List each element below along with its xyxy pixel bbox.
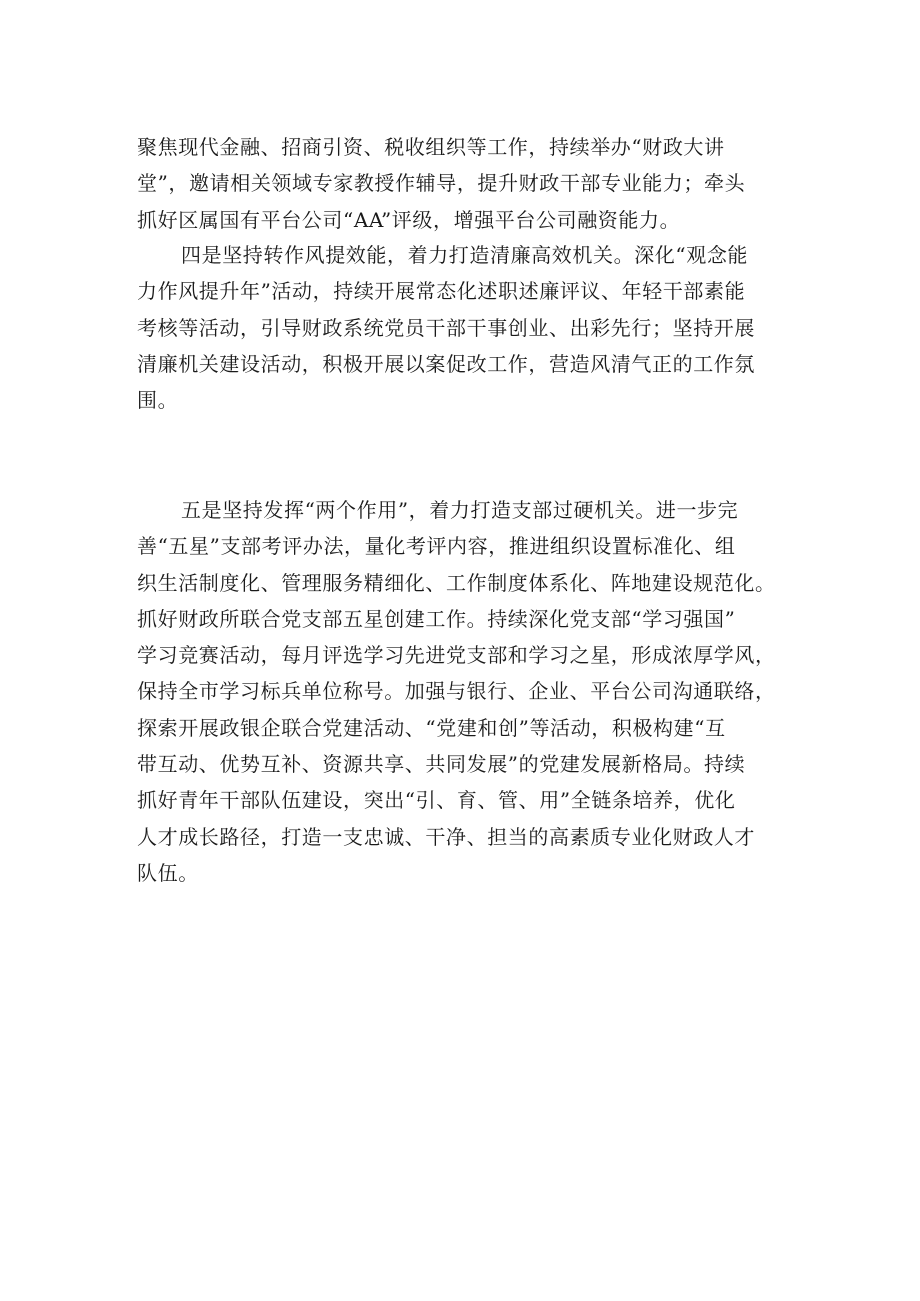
- text-line: 五是坚持发挥“两个作用”，着力打造支部过硬机关。进一步完: [181, 498, 739, 522]
- text-line: 保持全市学习标兵单位称号。加强与银行、企业、平台公司沟通联络，: [137, 679, 776, 704]
- text-line: 探索开展政银企联合党建活动、“党建和创”等活动，积极构建“互: [137, 715, 726, 740]
- paragraph-2: [137, 237, 791, 418]
- text-line: 聚焦现代金融、招商引资、税收组织等工作，持续举办“财政大讲: [137, 135, 725, 159]
- paragraph-3: [137, 492, 791, 891]
- text-line: 围。: [137, 388, 179, 413]
- paragraph-1: [137, 129, 791, 238]
- text-line: 抓好财政所联合党支部五星创建工作。持续深化党支部“学习强国”: [137, 606, 736, 631]
- text-line: 堂”，邀请相关领域专家教授作辅导，提升财政干部专业能力；牵头: [137, 171, 746, 196]
- text-line: 学习竞赛活动，每月评选学习先进党支部和学习之星，形成浓厚学风，: [137, 643, 776, 668]
- text-line: 清廉机关建设活动，积极开展以案促改工作，营造风清气正的工作氛: [137, 351, 755, 376]
- text-line: 带互动、优势互补、资源共享、共同发展”的党建发展新格局。持续: [137, 752, 746, 777]
- text-line: 善“五星”支部考评办法，量化考评内容，推进组织设置标准化、组: [137, 534, 736, 559]
- text-line: 力作风提升年”活动，持续开展常态化述职述廉评议、年轻干部素能: [137, 279, 746, 304]
- text-line: 人才成长路径，打造一支忠诚、干净、担当的高素质专业化财政人才: [137, 824, 755, 849]
- text-line: 四是坚持转作风提效能，着力打造清廉高效机关。深化“观念能: [181, 243, 749, 267]
- text-line: 队伍。: [137, 860, 199, 885]
- text-line: 抓好青年干部队伍建设，突出“引、育、管、用”全链条培养，优化: [137, 788, 736, 813]
- text-line: 考核等活动，引导财政系统党员干部干事创业、出彩先行；坚持开展: [137, 315, 755, 340]
- text-line: 抓好区属国有平台公司“AA”评级，增强平台公司融资能力。: [137, 207, 681, 232]
- text-line: 织生活制度化、管理服务精细化、工作制度体系化、阵地建设规范化。: [137, 570, 776, 595]
